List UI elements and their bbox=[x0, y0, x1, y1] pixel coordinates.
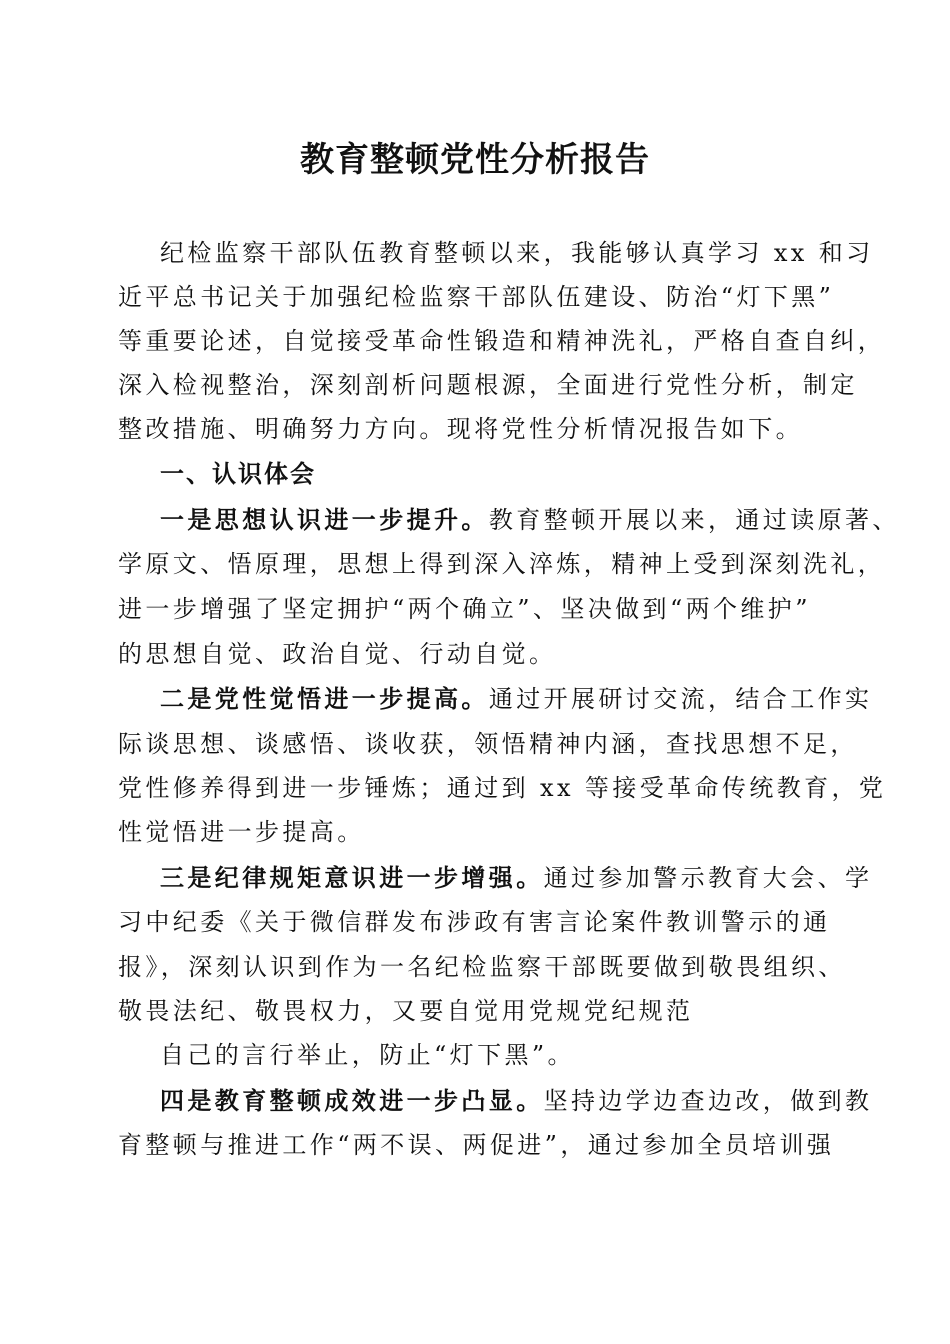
document-title: 教育整顿党性分析报告 bbox=[300, 140, 650, 180]
intro-line: 纪检监察干部队伍教育整顿以来，我能够认真学习 xx 和习 bbox=[160, 239, 874, 267]
paragraph-1-rest: 教育整顿开展以来，通过读原著、 bbox=[488, 506, 900, 534]
paragraph-1-line: 的思想自觉、政治自觉、行动自觉。 bbox=[118, 640, 557, 668]
paragraph-3-line: 敬畏法纪、敬畏权力，又要自觉用党规党纪规范 bbox=[118, 997, 694, 1025]
paragraph-4-lead: 四是教育整顿成效进一步凸显。 bbox=[160, 1087, 544, 1115]
paragraph-2-line: 党性修养得到进一步锤炼；通过到 xx 等接受革命传统教育，党 bbox=[118, 774, 887, 802]
intro-line: 深入检视整治，深刻剖析问题根源，全面进行党性分析，制定 bbox=[118, 371, 858, 399]
paragraph-3-lead: 三是纪律规矩意识进一步增强。 bbox=[160, 864, 544, 892]
paragraph-4-first-line bbox=[160, 1085, 872, 1117]
paragraph-1-lead: 一是思想认识进一步提升。 bbox=[160, 506, 489, 534]
paragraph-4-rest: 坚持边学边查边改，做到教 bbox=[543, 1087, 873, 1115]
paragraph-2-lead: 二是党性觉悟进一步提高。 bbox=[160, 685, 489, 713]
paragraph-3-first-line bbox=[160, 862, 872, 894]
section-heading: 一、认识体会 bbox=[160, 460, 316, 488]
paragraph-3-continuation: 自己的言行举止，防止“灯下黑”。 bbox=[160, 1041, 575, 1069]
paragraph-1-first-line bbox=[160, 504, 900, 536]
paragraph-1-line: 进一步增强了坚定拥护“两个确立”、坚决做到“两个维护” bbox=[118, 595, 811, 623]
paragraph-2-line: 际谈思想、谈感悟、谈收获，领悟精神内涵，查找思想不足， bbox=[118, 730, 858, 758]
intro-line: 整改措施、明确努力方向。现将党性分析情况报告如下。 bbox=[118, 415, 803, 443]
paragraph-2-rest: 通过开展研讨交流，结合工作实 bbox=[488, 685, 873, 713]
paragraph-1-line: 学原文、悟原理，思想上得到深入淬炼，精神上受到深刻洗礼， bbox=[118, 550, 886, 578]
paragraph-2-first-line bbox=[160, 683, 872, 715]
paragraph-3-rest: 通过参加警示教育大会、学 bbox=[543, 864, 873, 892]
intro-line: 等重要论述，自觉接受革命性锻造和精神洗礼，严格自查自纠， bbox=[118, 327, 886, 355]
paragraph-4-line: 育整顿与推进工作“两不误、两促进”，通过参加全员培训强 bbox=[118, 1131, 835, 1159]
paragraph-3-line: 习中纪委《关于微信群发布涉政有害言论案件教训警示的通 bbox=[118, 908, 831, 936]
paragraph-2-line: 性觉悟进一步提高。 bbox=[118, 818, 365, 846]
paragraph-3-line: 报》，深刻认识到作为一名纪检监察干部既要做到敬畏组织、 bbox=[118, 953, 846, 981]
intro-line: 近平总书记关于加强纪检监察干部队伍建设、防治“灯下黑” bbox=[118, 283, 835, 311]
